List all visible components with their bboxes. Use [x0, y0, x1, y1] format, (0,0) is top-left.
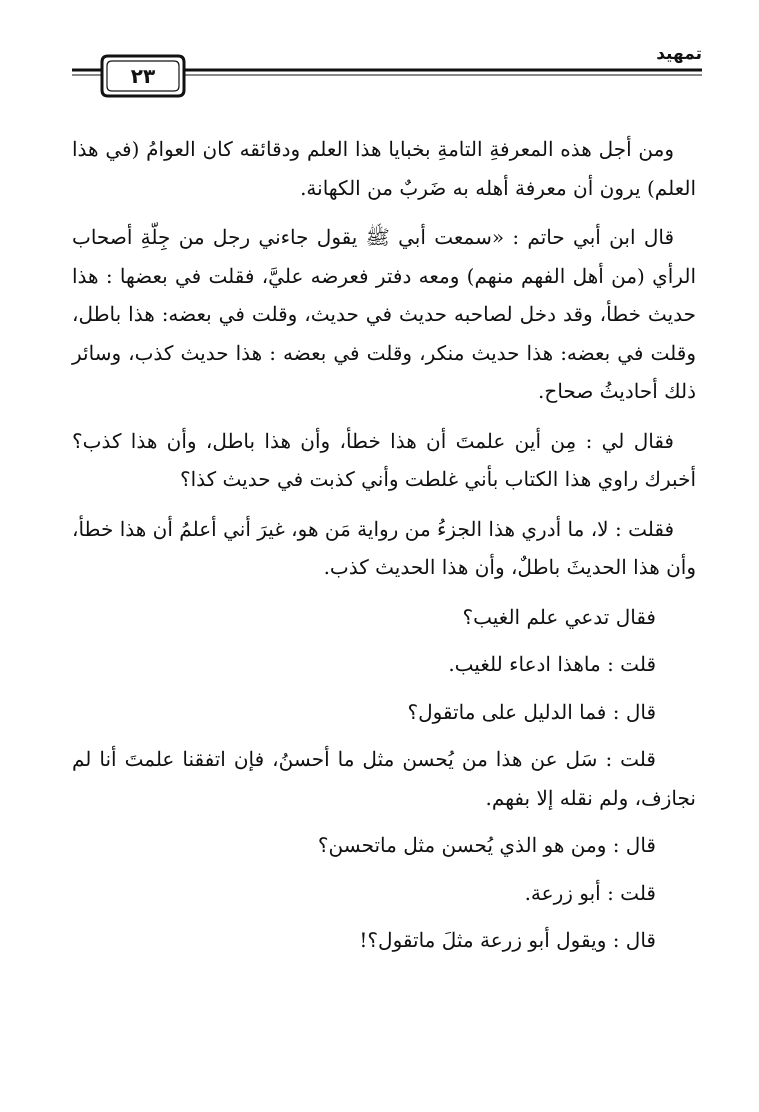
dialogue-line: قال : ويقول أبو زرعة مثلَ ماتقول؟!: [359, 928, 656, 952]
page-header: [72, 44, 702, 102]
paragraph: فقلت : لا، ما أدري هذا الجزءُ من رواية مَن هو، غيرَ أني أعلمُ أن هذا خطأ، وأن هذا الحديثَ باطلٌ، وأن هذا الحديث كذب.: [72, 516, 696, 579]
dialogue-line: قلت : سَل عن هذا من يُحسن مثل ما أحسنُ، فإن اتفقنا علمتَ أنا لم نجازف، ولم نقله إلا بفهم.: [72, 747, 696, 810]
paragraph: ومن أجل هذه المعرفةِ التامةِ بخبايا هذا العلم ودقائقه كان العوامُ (في هذا العلم) يرون أن معرفة أهله به ضَربٌ من الكهانة.: [72, 137, 696, 200]
chapter-title: تمهيد: [656, 44, 702, 64]
page-number: ٢٣: [130, 64, 156, 88]
paragraph: فقال لي : مِن أين علمتَ أن هذا خطأ، وأن هذا باطل، وأن هذا كذب؟ أخبرك راوي هذا الكتاب بأني غلطت وأني كذبت في حديث كذا؟: [72, 428, 696, 491]
paragraph: قال ابن أبي حاتم : «سمعت أبي ﷺ يقول جاءني رجل من جِلّةِ أصحاب الرأي (من أهل الفهم منهم) ومعه دفتر فعرضه عليَّ، فقلت في بعضها : هذا حديث خطأ، وقد دخل لصاحبه حديث في حديث، وقلت في بعضه: هذا باطل، وقلت في بعضه: هذا حديث منكر، وقلت في بعضه : هذا حديث كذب، وسائر ذلك أحاديثُ صحاح.: [72, 225, 696, 403]
dialogue-line: قلت : ماهذا ادعاء للغيب.: [448, 652, 656, 676]
body-text: [72, 130, 696, 969]
dialogue-line: قال : ومن هو الذي يُحسن مثل ماتحسن؟: [317, 833, 656, 857]
dialogue-line: قال : فما الدليل على ماتقول؟: [407, 699, 656, 724]
dialogue-line: قلت : أبو زرعة.: [524, 880, 656, 905]
dialogue-line: فقال تدعي علم الغيب؟: [462, 604, 656, 629]
